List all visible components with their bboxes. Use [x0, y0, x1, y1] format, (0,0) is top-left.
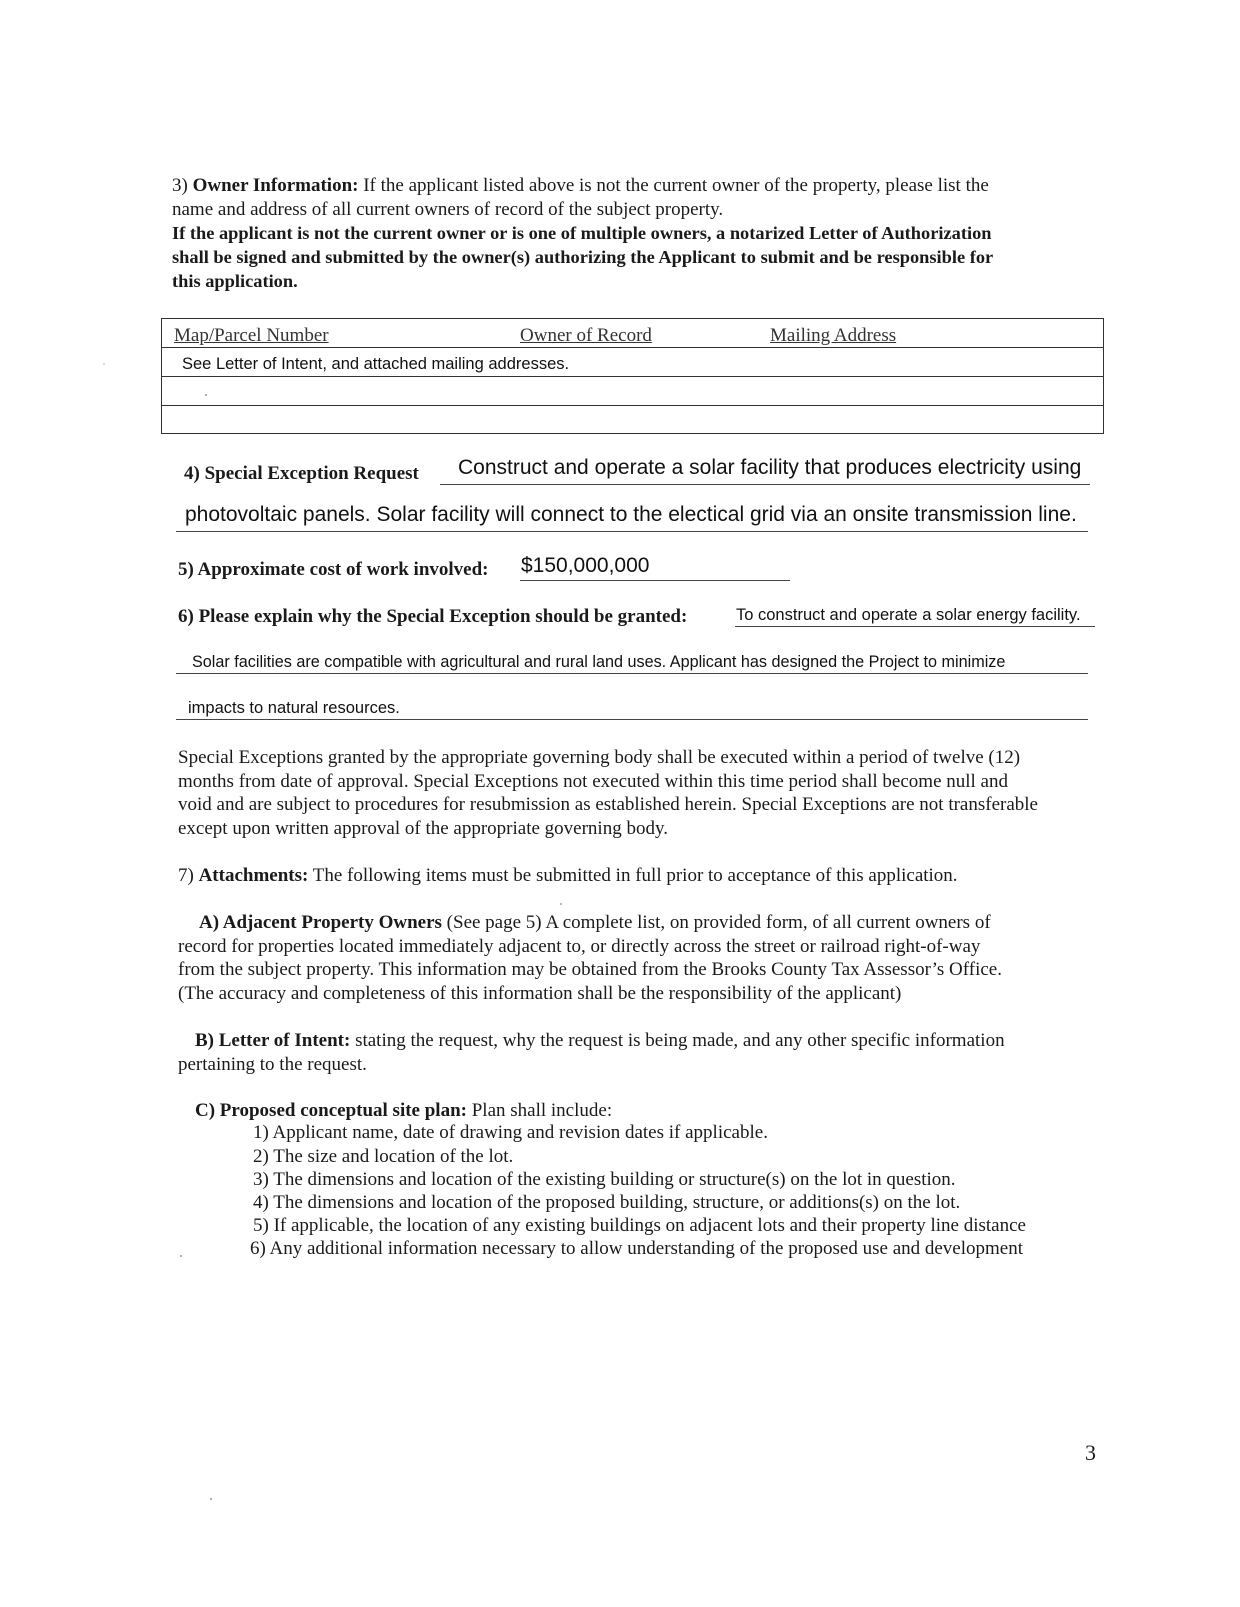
site-plan-item: 4) The dimensions and location of the proposed building, structure, or additions(s) on the lot. [253, 1192, 961, 1213]
attachment-a-text: (See page 5) A complete list, on provided form, of all current owners of [446, 912, 991, 933]
section7-number: 7) [178, 865, 194, 886]
special-exception-answer-line2[interactable]: photovoltaic panels. Solar facility will connect to the electical grid via an onsite transmission line. [185, 503, 1077, 526]
scan-speck [205, 394, 207, 396]
answer-underline [735, 626, 1095, 627]
attachment-a-heading: A) Adjacent Property Owners [199, 912, 442, 933]
attachment-b-heading: B) Letter of Intent: [195, 1030, 351, 1051]
table-row-divider [162, 376, 1103, 377]
scan-speck [180, 1255, 182, 1257]
notice-line2: months from date of approval. Special Exceptions not executed within this time period shall become null and [178, 771, 1008, 792]
attachment-a-line2: record for properties located immediately adjacent to, or directly across the street or railroad right-of-way [178, 936, 981, 957]
owner-table [161, 318, 1104, 434]
site-plan-item: 5) If applicable, the location of any existing buildings on adjacent lots and their property line distance [253, 1215, 1026, 1236]
attachment-b-text: stating the request, why the request is being made, and any other specific information [355, 1030, 1005, 1051]
attachment-a-line3: from the subject property. This information may be obtained from the Brooks County Tax Assessor’s Office. [178, 959, 1002, 980]
page-number: 3 [1085, 1440, 1096, 1465]
column-header-mailing-address: Mailing Address [770, 325, 897, 346]
answer-underline [176, 719, 1088, 720]
attachment-a-line1 [199, 911, 991, 935]
column-header-owner-of-record: Owner of Record [520, 325, 652, 346]
answer-underline [520, 580, 790, 581]
answer-underline [440, 484, 1090, 485]
column-header-map-parcel: Map/Parcel Number [174, 325, 329, 346]
notice-line1: Special Exceptions granted by the appropriate governing body shall be executed within a period of twelve (12) [178, 747, 1021, 768]
table-row: See Letter of Intent, and attached mailing addresses. [182, 355, 570, 373]
authorization-notice-line2: shall be signed and submitted by the owner(s) authorizing the Applicant to submit and be responsible for [172, 247, 994, 267]
site-plan-item: 1) Applicant name, date of drawing and revision dates if applicable. [253, 1122, 768, 1143]
section3-heading: Owner Information: [192, 175, 359, 196]
answer-underline [176, 531, 1088, 532]
special-exception-answer-line1[interactable]: Construct and operate a solar facility that produces electricity using [458, 456, 1082, 479]
attachment-c-heading: C) Proposed conceptual site plan: [195, 1100, 467, 1121]
attachments-text: The following items must be submitted in full prior to acceptance of this application. [312, 865, 958, 886]
site-plan-item: 3) The dimensions and location of the existing building or structure(s) on the lot in question. [253, 1169, 956, 1190]
explanation-answer-line1[interactable]: To construct and operate a solar energy facility. [736, 606, 1081, 624]
site-plan-item: 6) Any additional information necessary to allow understanding of the proposed use and development [250, 1238, 1024, 1259]
notice-line4: except upon written approval of the appropriate governing body. [178, 818, 668, 839]
attachments-heading: Attachments: [198, 865, 309, 886]
section3-line2: name and address of all current owners of record of the subject property. [172, 199, 724, 220]
cost-answer[interactable]: $150,000,000 [521, 554, 650, 577]
explanation-label: 6) Please explain why the Special Exception should be granted: [178, 606, 688, 627]
section3-line1 [172, 174, 989, 198]
attachments-line [178, 864, 958, 888]
cost-label: 5) Approximate cost of work involved: [178, 559, 489, 580]
answer-underline [176, 673, 1088, 674]
explanation-answer-line3[interactable]: impacts to natural resources. [188, 699, 400, 717]
authorization-notice-line1: If the applicant is not the current owner or is one of multiple owners, a notarized Letter of Authorization [172, 223, 992, 243]
scan-speck [560, 903, 562, 905]
authorization-notice-line3: this application. [172, 271, 298, 291]
attachment-b-line2: pertaining to the request. [178, 1054, 367, 1075]
notice-line3: void and are subject to procedures for resubmission as established herein. Special Exceptions are not transferable [178, 794, 1038, 815]
scan-speck [210, 1498, 212, 1500]
attachment-c-text: Plan shall include: [471, 1100, 613, 1121]
attachment-a-line4: (The accuracy and completeness of this information shall be the responsibility of the applicant) [178, 983, 902, 1004]
explanation-answer-line2[interactable]: Solar facilities are compatible with agricultural and rural land uses. Applicant has designed the Project to minimize [192, 653, 1006, 671]
scan-speck [103, 363, 105, 365]
section3-line1-text: If the applicant listed above is not the current owner of the property, please list the [363, 175, 989, 196]
site-plan-item: 2) The size and location of the lot. [253, 1146, 514, 1167]
table-row-divider [162, 347, 1103, 348]
special-exception-label: 4) Special Exception Request [184, 463, 419, 484]
table-row-divider [162, 405, 1103, 406]
attachment-b-line1 [195, 1029, 1005, 1053]
section3-number: 3) [172, 175, 188, 196]
attachment-c-line1 [195, 1099, 612, 1123]
